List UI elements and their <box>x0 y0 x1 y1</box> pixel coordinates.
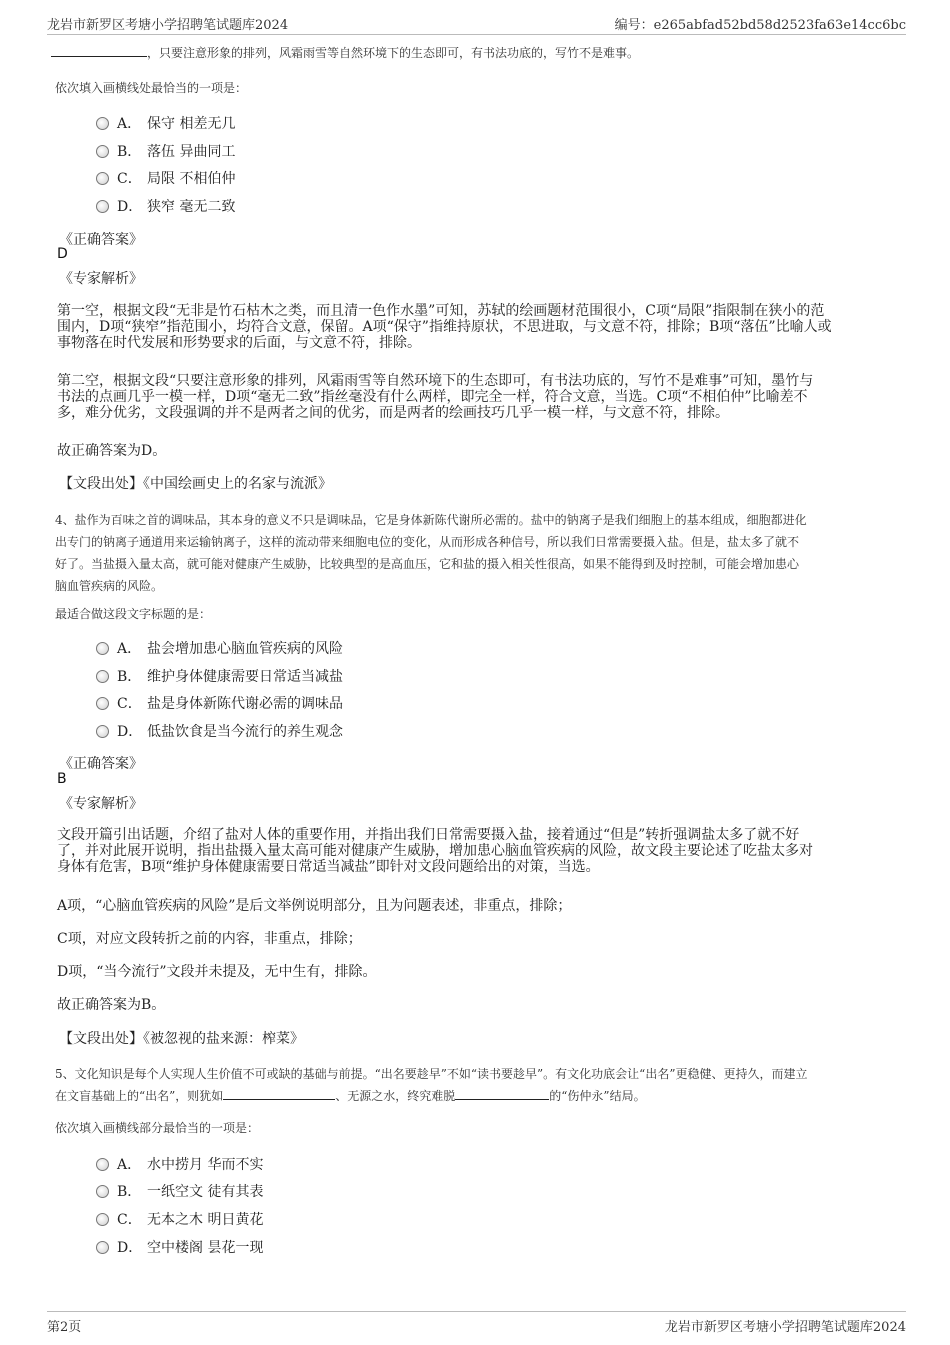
radio-icon[interactable] <box>96 725 109 738</box>
header-code: 编号：e265abfad52bd58d2523fa63e14cc6bc <box>614 18 906 33</box>
radio-icon[interactable] <box>96 172 109 185</box>
q5-option-c[interactable]: C． 无本之木 明日黄花 <box>96 1210 263 1230</box>
q4-option-c[interactable]: C． 盐是身体新陈代谢必需的调味品 <box>96 694 343 714</box>
q4-a-note: A项，“心脑血管疾病的风险”是后文举例说明部分，且为问题表述，非重点，排除； <box>57 898 572 914</box>
radio-icon[interactable] <box>96 1213 109 1226</box>
page-footer <box>47 1311 906 1336</box>
q4-c-note: C项，对应文段转折之前的内容，非重点，排除； <box>57 931 362 947</box>
q3-analysis-para1: 第一空，根据文段“无非是竹石枯木之类，而且清一色作水墨”可知，苏轼的绘画题材范围很小，C项“局限”指限制在狭小的范 围内，D项“狭窄”指范围小，均符合文意，保留。A项“保守”指维持原状，不思进取，与文意不符，排除；B项“落伍”比喻人或 事物落在时代发展和形势要求的后面，与文意不符，排除。 <box>57 303 832 351</box>
radio-icon[interactable] <box>96 1241 109 1254</box>
q5-prompt: 依次填入画横线部分最恰当的一项是： <box>55 1121 260 1135</box>
page-number: 第2页 <box>47 1320 82 1335</box>
q4-analysis-label: 《专家解析》 <box>59 796 143 812</box>
q4-conclusion: 故正确答案为B。 <box>57 997 166 1013</box>
q4-answer: B <box>57 771 67 787</box>
q5-option-b[interactable]: B． 一纸空文 徒有其表 <box>96 1182 263 1202</box>
radio-icon[interactable] <box>96 145 109 158</box>
q4-d-note: D项，“当今流行”文段并未提及，无中生有，排除。 <box>57 964 377 980</box>
q4-stem: 4、盐作为百味之首的调味品，其本身的意义不只是调味品，它是身体新陈代谢所必需的。盐中的钠离子是我们细胞上的基本组成，细胞都进化 出专门的钠离子通道用来运输钠离子，这样的流动带来细胞电位的变化，从而形成各种信号，所以我们日常需要摄入盐。但是，盐太多了就不 好了。当盐摄入量太高，就可能对健康产生威胁，比较典型的是高血压，它和盐的摄入相关性很高，如果不能得到及时控制，可能会增加患心 脑血管疾病的风险。 <box>55 513 807 593</box>
q4-analysis-para1: 文段开篇引出话题，介绍了盐对人体的重要作用，并指出我们日常需要摄入盐，接着通过“但是”转折强调盐太多了就不好 了，并对此展开说明，指出盐摄入量太高可能对健康产生威胁，增加患心脑血管疾病的风险，故文段主要论述了吃盐太多对 身体有危害，B项“维护身体健康需要日常适当减盐”即针对文段问题给出的对策，当选。 <box>57 827 813 875</box>
q3-answer: D <box>57 246 68 262</box>
q4-source: 【文段出处】《被忽视的盐来源：榨菜》 <box>59 1031 304 1047</box>
q4-option-a[interactable]: A． 盐会增加患心脑血管疾病的风险 <box>96 639 343 659</box>
answer-blank <box>51 44 147 57</box>
q3-analysis-para2: 第二空，根据文段“只要注意形象的排列，风霜雨雪等自然环境下的生态即可，有书法功底的，写竹不是难事”可知，墨竹与 书法的点画几乎一模一样，D项“毫无二致”指丝毫没有什么两样，即完全一样，符合文意，当选。C项“不相伯仲”比喻差不 多，难分优劣，文段强调的并不是两者之间的优劣，而是两者的绘画技巧几乎一模一样，与文意不符，排除。 <box>57 373 814 421</box>
q3-prompt: 依次填入画横线处最恰当的一项是： <box>55 81 248 95</box>
q4-option-b[interactable]: B． 维护身体健康需要日常适当减盐 <box>96 667 343 687</box>
q3-option-d[interactable]: D． 狭窄 毫无二致 <box>96 197 235 217</box>
q3-conclusion: 故正确答案为D。 <box>57 443 167 459</box>
answer-blank-2 <box>455 1087 549 1100</box>
q4-option-d[interactable]: D． 低盐饮食是当今流行的养生观念 <box>96 722 343 742</box>
page-header <box>47 14 906 35</box>
q4-answer-label: 《正确答案》 <box>59 756 143 772</box>
q3-stem-tail: ，只要注意形象的排列，风霜雨雪等自然环境下的生态即可，有书法功底的，写竹不是难事。 <box>51 42 639 64</box>
q3-option-c[interactable]: C． 局限 不相伯仲 <box>96 169 235 189</box>
radio-icon[interactable] <box>96 670 109 683</box>
q5-option-d[interactable]: D． 空中楼阁 昙花一现 <box>96 1238 263 1258</box>
q3-analysis-label: 《专家解析》 <box>59 271 143 287</box>
q3-option-a[interactable]: A． 保守 相差无几 <box>96 114 235 134</box>
q3-answer-label: 《正确答案》 <box>59 232 143 248</box>
radio-icon[interactable] <box>96 642 109 655</box>
q4-prompt: 最适合做这段文字标题的是： <box>55 607 212 621</box>
q5-stem-line1: 5、文化知识是每个人实现人生价值不可或缺的基础与前提。“出名要趁早”不如“读书要趁早”。有文化功底会让“出名”更稳健、更持久，而建立 <box>55 1067 808 1081</box>
radio-icon[interactable] <box>96 200 109 213</box>
radio-icon[interactable] <box>96 1185 109 1198</box>
footer-title: 龙岩市新罗区考塘小学招聘笔试题库2024 <box>664 1320 906 1335</box>
radio-icon[interactable] <box>96 117 109 130</box>
header-title: 龙岩市新罗区考塘小学招聘笔试题库2024 <box>47 18 289 33</box>
radio-icon[interactable] <box>96 1158 109 1171</box>
q5-option-a[interactable]: A． 水中捞月 华而不实 <box>96 1155 263 1175</box>
answer-blank-1 <box>223 1087 335 1100</box>
radio-icon[interactable] <box>96 697 109 710</box>
q5-stem-line2: 在文盲基础上的“出名”，则犹如 、无源之水，终究难脱 的“伤仲永”结局。 <box>55 1089 646 1103</box>
q3-source: 【文段出处】《中国绘画史上的名家与流派》 <box>59 476 332 492</box>
q3-option-b[interactable]: B． 落伍 异曲同工 <box>96 142 235 162</box>
